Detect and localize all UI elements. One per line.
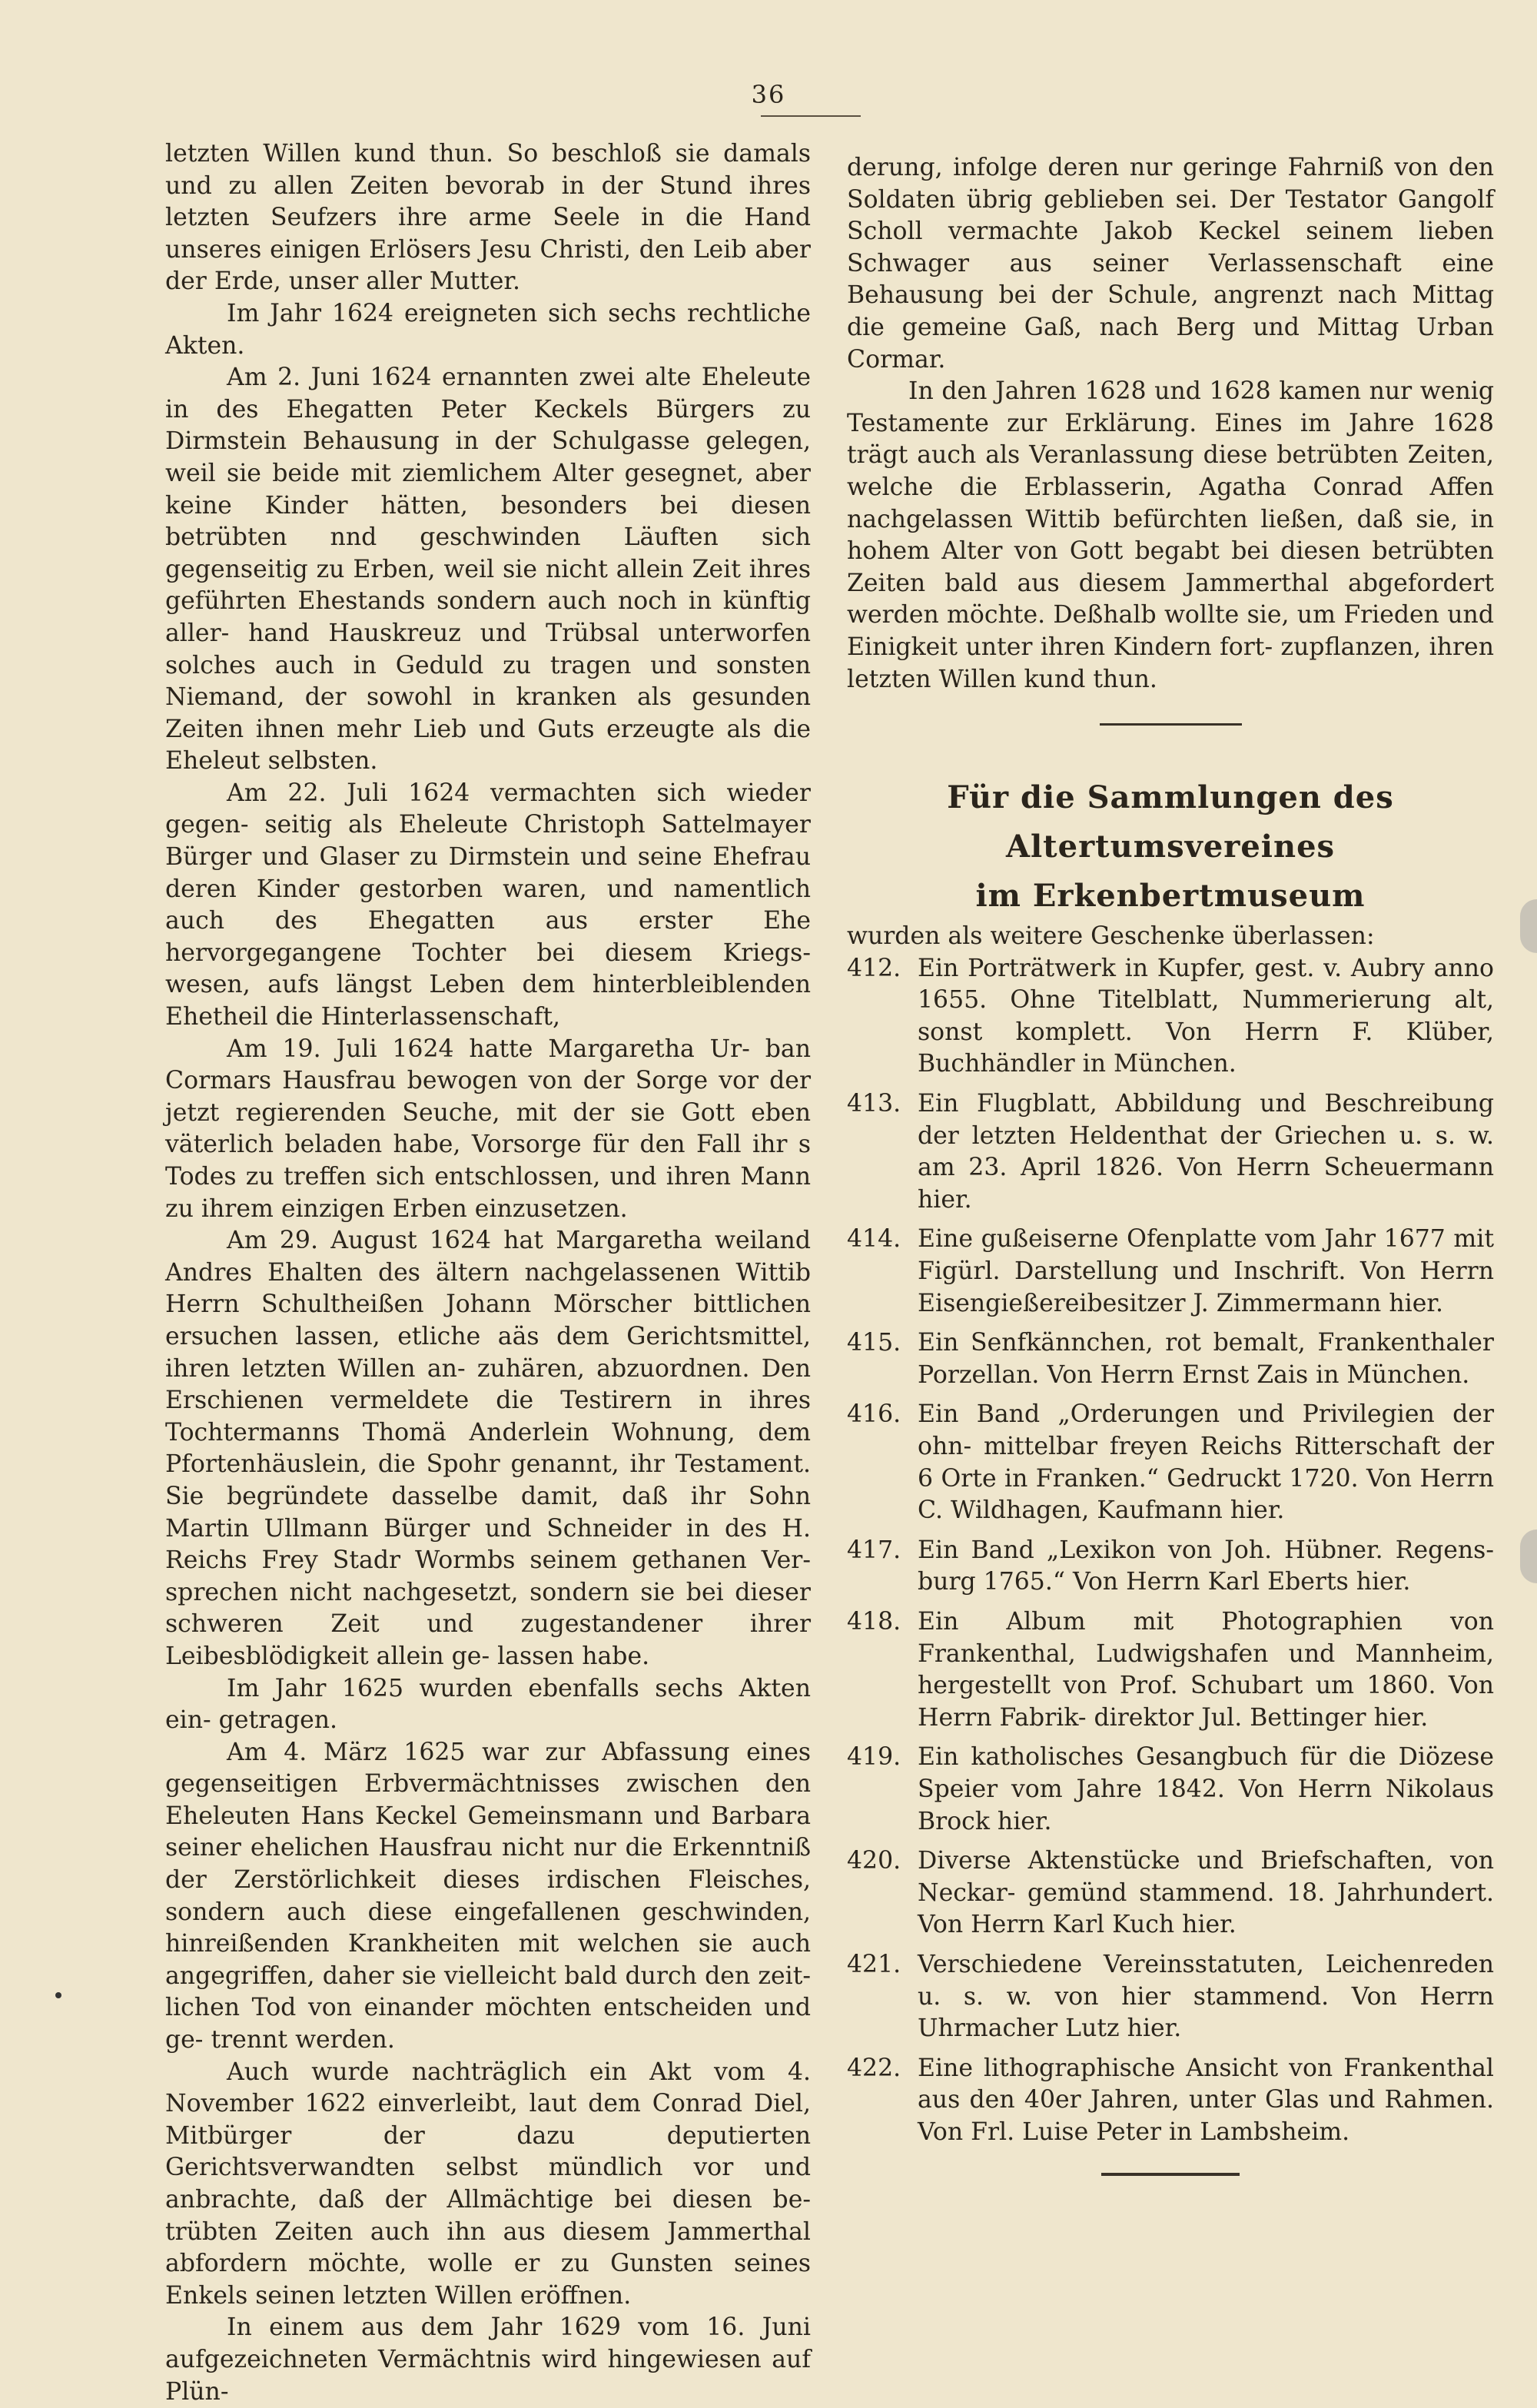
paragraph: Im Jahr 1625 wurden ebenfalls sechs Akten ein- getragen.	[165, 1674, 811, 1735]
item-text: Ein Band „Lexikon von Joh. Hübner. Regens- burg 1765.“ Von Herrn Karl Eberts hier.	[918, 1536, 1494, 1596]
item-text: Ein katholisches Gesangbuch für die Diözese Speier vom Jahre 1842. Von Herrn Nikolaus Brock hier.	[918, 1743, 1494, 1835]
item-number: 413.	[847, 1090, 901, 1118]
item-text: Verschiedene Vereinsstatuten, Leichenreden u. s. w. von hier stammend. Von Herrn Uhrmacher Lutz hier.	[918, 1950, 1494, 2043]
item-number: 418.	[847, 1607, 901, 1636]
ink-speck	[55, 1992, 61, 1998]
list-item	[847, 1949, 1494, 2045]
list-item	[847, 1606, 1494, 1734]
section-divider	[1100, 723, 1242, 726]
binding-hole	[1520, 1529, 1537, 1583]
section-lead: wurden als weitere Geschenke überlassen:	[847, 922, 1375, 951]
item-text: Ein Album mit Photographien von Frankenthal, Ludwigshafen und Mannheim, hergestellt von Prof. Schubart um 1860. Von Herrn Fabrik- direktor Jul. Bettinger hier.	[918, 1607, 1494, 1732]
left-column	[165, 138, 811, 2408]
list-item	[847, 1399, 1494, 1526]
page-number-rule	[761, 115, 861, 117]
paragraph: In einem aus dem Jahr 1629 vom 16. Juni aufgezeichneten Vermächtnis wird hingewiesen auf Plün-	[165, 2313, 811, 2406]
right-column	[847, 152, 1494, 2176]
item-number: 420.	[847, 1847, 901, 1875]
paragraph: In den Jahren 1628 und 1628 kamen nur wenig Testamente zur Erklärung. Eines im Jahre 1628 trägt auch als Veranlassung diese betrübten Zeiten, welche die Erblasserin, Agatha Conrad Affen nachgelassen Wittib befürchten ließen, daß sie, in hohem Alter von Gott begabt bei diesen betrübten Zeiten bald aus diesem Jammerthal abgefordert werden möchte. Deßhalb wollte sie, um Frieden und Einigkeit unter ihren Kindern fort- zupflanzen, ihren letzten Willen kund thun.	[847, 377, 1494, 693]
paragraph: Am 19. Juli 1624 hatte Margaretha Ur- ban Cormars Hausfrau bewogen von der Sorge vor der jetzt regierenden Seuche, mit der sie Gott eben väterlich beladen habe, Vorsorge für den Fall ihr s Todes zu treffen sich entschlossen, und ihren Mann zu ihrem einzigen Erben einzusetzen.	[165, 1035, 811, 1223]
paragraph: Am 22. Juli 1624 vermachten sich wieder gegen- seitig als Eheleute Christoph Sattelmayer Bürger und Glaser zu Dirmstein und seine Ehefrau deren Kinder gestorben waren, und namentlich auch des Ehegatten aus erster Ehe hervorgegangene Tochter bei diesem Kriegs- wesen, aufs längst Leben dem hinterbleiblenden Ehetheil die Hinterlassenschaft,	[165, 779, 811, 1031]
paragraph: Am 4. März 1625 war zur Abfassung eines gegenseitigen Erbvermächtnisses zwischen den Eheleuten Hans Keckel Gemeinsmann und Barbara seiner ehelichen Hausfrau nicht nur die Erkenntniß der Zerstörlichkeit dieses irdischen Fleisches, sondern auch diese eingefallenen geschwinden, hinreißenden Krankheiten mit welchen sie auch angegriffen, daher sie vielleicht bald durch den zeit- lichen Tod von einander möchten entscheiden und ge- trennt werden.	[165, 1738, 811, 2054]
item-number: 416.	[847, 1400, 901, 1429]
list-item	[847, 1088, 1494, 1216]
item-text: Ein Porträtwerk in Kupfer, gest. v. Aubry anno 1655. Ohne Titelblatt, Nummerierung alt, sonst komplett. Von Herrn F. Klüber, Buchhändler in München.	[918, 954, 1494, 1078]
page-number: 36	[751, 80, 786, 109]
list-item	[847, 1224, 1494, 1320]
list-item	[847, 953, 1494, 1081]
list-item	[847, 1845, 1494, 1941]
section-title-line-1: Für die Sammlungen des Altertumsvereines	[947, 779, 1394, 865]
section-title-line-2: im Erkenbertmuseum	[975, 878, 1366, 915]
paragraph: letzten Willen kund thun. So beschloß sie damals und zu allen Zeiten bevorab in der Stund ihres letzten Seufzers ihre arme Seele in die Hand unseres einigen Erlösers Jesu Christi, den Leib aber der Erde, unser aller Mutter.	[165, 140, 811, 296]
item-text: Ein Flugblatt, Abbildung und Beschreibung der letzten Heldenthat der Griechen u. s. w. am 23. April 1826. Von Herrn Scheuermann hier.	[918, 1090, 1494, 1214]
item-text: Ein Band „Orderungen und Privilegien der ohn- mittelbar freyen Reichs Ritterschaft der 6 Orte in Franken.“ Gedruckt 1720. Von Herrn C. Wildhagen, Kaufmann hier.	[918, 1400, 1494, 1525]
paragraph: Auch wurde nachträglich ein Akt vom 4. November 1622 einverleibt, laut dem Conrad Diel, Mitbürger der dazu deputierten Gerichtsverwandten selbst mündlich vor und anbrachte, daß der Allmächtige bei diesen be- trübten Zeiten auch ihn aus diesem Jammerthal abfordern möchte, wolle er zu Gunsten seines Enkels seinen letzten Willen eröffnen.	[165, 2058, 811, 2310]
paragraph: Am 2. Juni 1624 ernannten zwei alte Eheleute in des Ehegatten Peter Keckels Bürgers zu Dirmstein Behausung in der Schulgasse gelegen, weil sie beide mit ziemlichem Alter gesegnet, aber keine Kinder hätten, besonders bei diesen betrübten nnd geschwinden Läuften sich gegenseitig zu Erben, weil sie nicht allein Zeit ihres geführten Ehestands sondern auch noch in künftig aller- hand Hauskreuz und Trübsal unterworfen solches auch in Geduld zu tragen und sonsten Niemand, der sowohl in kranken als gesunden Zeiten ihnen mehr Lieb und Guts erzeugte als die Eheleut selbsten.	[165, 364, 811, 776]
list-item	[847, 1327, 1494, 1391]
paragraph: Am 29. August 1624 hat Margaretha weiland Andres Ehalten des ältern nachgelassenen Wittib Herrn Schultheißen Johann Mörscher bittlichen ersuchen lassen, etliche aäs dem Gerichtsmittel, ihren letzten Willen an- zuhären, abzuordnen. Den Erschienen vermeldete die Testirern in ihres Tochtermanns Thomä Anderlein Wohnung, dem Pfortenhäuslein, die Spohr genannt, ihr Testament. Sie begründete dasselbe damit, daß ihr Sohn Martin Ullmann Bürger und Schneider in des H. Reichs Frey Stadr Wormbs seinem gethanen Ver- sprechen nicht nachgesetzt, sondern sie bei dieser schweren Zeit und zugestandener ihrer Leibesblödigkeit allein ge- lassen habe.	[165, 1227, 811, 1670]
item-number: 419.	[847, 1743, 901, 1772]
item-number: 414.	[847, 1225, 901, 1254]
paragraph: derung, infolge deren nur geringe Fahrniß von den Soldaten übrig geblieben sei. Der Testator Gangolf Scholl vermachte Jakob Keckel seinem lieben Schwager aus seiner Verlassenschaft eine Behausung bei der Schule, angrenzt nach Mittag die gemeine Gaß, nach Berg und Mittag Urban Cormar.	[847, 154, 1494, 374]
list-item	[847, 2053, 1494, 2149]
paragraph: Im Jahr 1624 ereigneten sich sechs rechtliche Akten.	[165, 299, 811, 360]
item-number: 422.	[847, 2054, 901, 2082]
item-text: Eine lithographische Ansicht von Frankenthal aus den 40er Jahren, unter Glas und Rahmen. Von Frl. Luise Peter in Lambsheim.	[918, 2054, 1494, 2146]
item-text: Eine gußeiserne Ofenplatte vom Jahr 1677 mit Figürl. Darstellung und Inschrift. Von Herrn Eisengießereibesitzer J. Zimmermann hier.	[918, 1225, 1494, 1317]
list-item	[847, 1535, 1494, 1599]
binding-hole	[1520, 899, 1537, 953]
item-text: Diverse Aktenstücke und Briefschaften, von Neckar- gemünd stammend. 18. Jahrhundert. Von Herrn Karl Kuch hier.	[918, 1847, 1494, 1939]
item-number: 412.	[847, 954, 901, 982]
item-number: 417.	[847, 1536, 901, 1564]
list-item	[847, 1742, 1494, 1838]
closing-rule	[1101, 2173, 1240, 2176]
item-number: 415.	[847, 1329, 901, 1357]
item-number: 421.	[847, 1950, 901, 1978]
item-text: Ein Senfkännchen, rot bemalt, Frankenthaler Porzellan. Von Herrn Ernst Zais in München.	[918, 1329, 1494, 1389]
